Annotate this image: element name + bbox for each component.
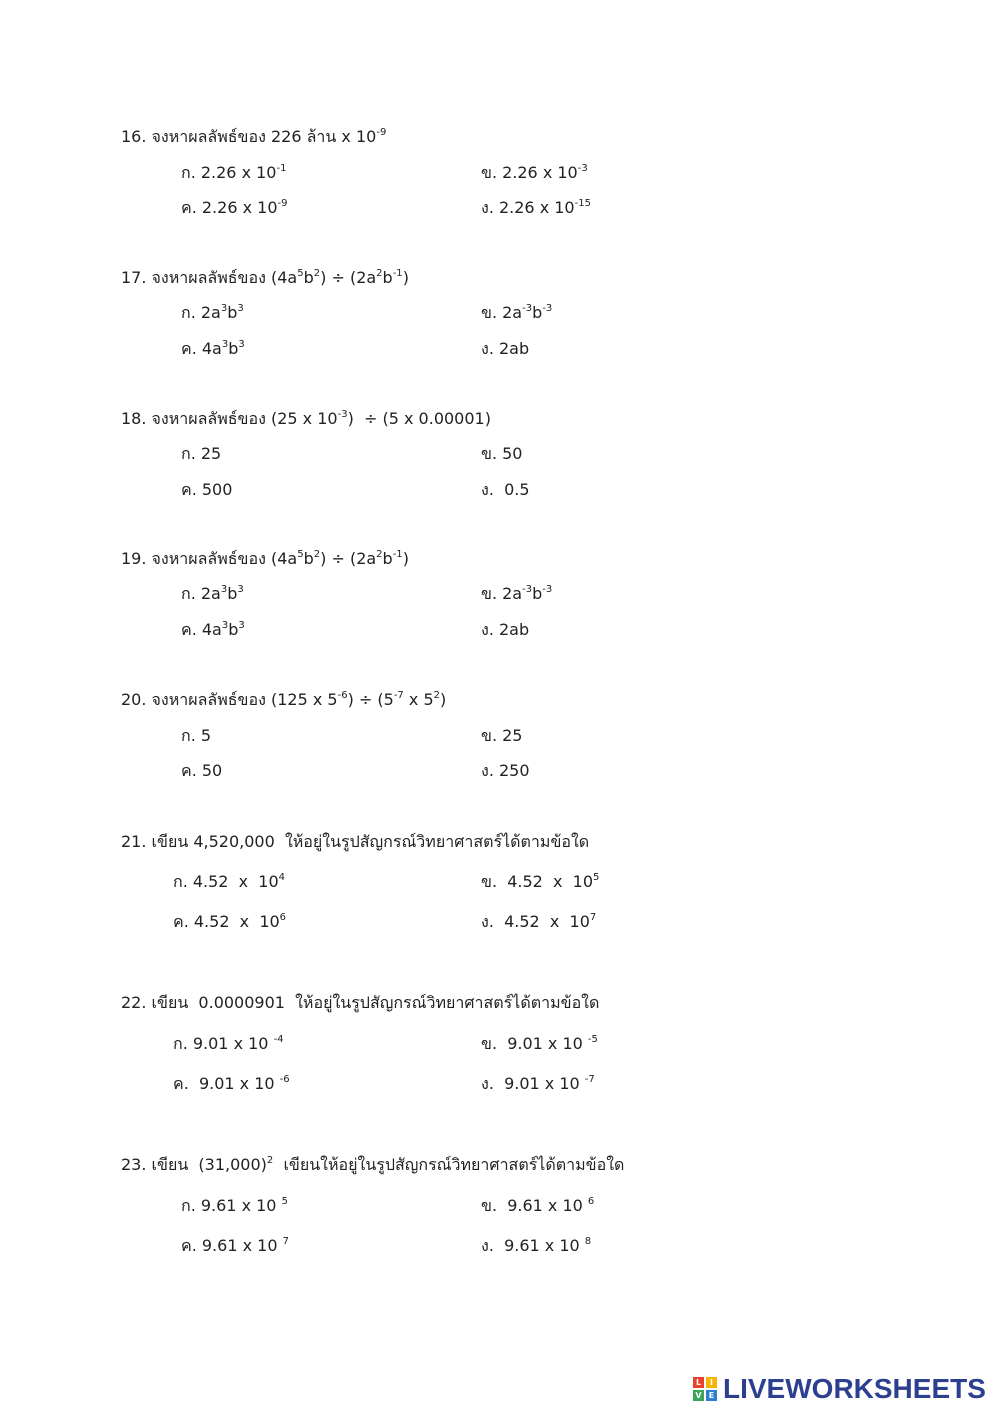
q20-option-d[interactable]: ง. 250 — [481, 761, 530, 780]
logo-text: LIVEWORKSHEETS — [723, 1373, 986, 1404]
q21-option-a[interactable]: ก. 4.52 x $10^4$ — [173, 872, 286, 891]
q19-option-a[interactable]: ก. $2a^3b^3$ — [181, 584, 244, 603]
q16-option-c[interactable]: ค. 2.26 x $10^{-9}$ — [181, 198, 288, 217]
question-21-stem: 21. เขียน 4,520,000 ให้อยู่ในรูปสัญกรณ์วิทยาศาสตร์ได้ตามข้อใด — [121, 832, 590, 851]
q18-option-c[interactable]: ค. 500 — [181, 480, 233, 499]
question-19-stem: 19. จงหาผลลัพธ์ของ $(4a^5b^2) \div (2a^2b^{-1})$ — [121, 549, 409, 568]
q18-option-a[interactable]: ก. 25 — [181, 444, 222, 463]
q20-option-c[interactable]: ค. 50 — [181, 761, 223, 780]
question-22-stem: 22. เขียน 0.0000901 ให้อยู่ในรูปสัญกรณ์วิทยาศาสตร์ได้ตามข้อใด — [121, 993, 600, 1012]
q22-option-b[interactable]: ข. 9.01 x 10 $^{-5}$ — [481, 1034, 598, 1053]
q21-option-d[interactable]: ง. 4.52 x $10^7$ — [481, 912, 597, 931]
q17-option-b[interactable]: ข. $2a^{-3}b^{-3}$ — [481, 303, 553, 322]
q16-option-a[interactable]: ก. 2.26 x $10^{-1}$ — [181, 163, 287, 182]
q16-option-b[interactable]: ข. 2.26 x $10^{-3}$ — [481, 163, 588, 182]
q20-option-b[interactable]: ข. 25 — [481, 726, 523, 745]
q23-option-d[interactable]: ง. 9.61 x 10 $^8$ — [481, 1236, 592, 1255]
q22-option-a[interactable]: ก. 9.01 x 10 $^{-4}$ — [173, 1034, 284, 1053]
q17-option-a[interactable]: ก. $2a^3b^3$ — [181, 303, 244, 322]
logo-mark-e: E — [706, 1390, 717, 1401]
q23-option-b[interactable]: ข. 9.61 x 10 $^6$ — [481, 1196, 595, 1215]
q17-option-c[interactable]: ค. $4a^3b^3$ — [181, 339, 245, 358]
q22-option-c[interactable]: ค. 9.01 x 10 $^{-6}$ — [173, 1074, 290, 1093]
q23-option-a[interactable]: ก. 9.61 x 10 $^5$ — [181, 1196, 288, 1215]
question-18-stem: 18. จงหาผลลัพธ์ของ (25 x $10^{-3}) \div (5$ x 0.00001) — [121, 409, 491, 428]
liveworksheets-mark-icon — [693, 1377, 717, 1401]
question-23-stem: 23. เขียน $(31,000)^2$ เขียนให้อยู่ในรูปสัญกรณ์วิทยาศาสตร์ได้ตามข้อใด — [121, 1155, 625, 1174]
question-20-stem: 20. จงหาผลลัพธ์ของ (125 x $5^{-6}) \div (5^{-7}$ x $5^2$) — [121, 690, 447, 709]
q19-option-c[interactable]: ค. $4a^3b^3$ — [181, 620, 245, 639]
q17-option-d[interactable]: ง. 2ab — [481, 339, 530, 358]
logo-mark-v: V — [693, 1390, 704, 1401]
q21-option-b[interactable]: ข. 4.52 x $10^5$ — [481, 872, 600, 891]
q19-option-d[interactable]: ง. 2ab — [481, 620, 530, 639]
liveworksheets-logo[interactable] — [693, 1374, 986, 1404]
q18-option-d[interactable]: ง. 0.5 — [481, 480, 530, 499]
logo-mark-i: I — [706, 1377, 717, 1388]
q22-option-d[interactable]: ง. 9.01 x 10 $^{-7}$ — [481, 1074, 595, 1093]
q19-option-b[interactable]: ข. $2a^{-3}b^{-3}$ — [481, 584, 553, 603]
q21-option-c[interactable]: ค. 4.52 x $10^6$ — [173, 912, 287, 931]
question-16-stem: 16. จงหาผลลัพธ์ของ 226 ล้าน x $10^{-9}$ — [121, 127, 387, 146]
question-17-stem: 17. จงหาผลลัพธ์ของ $(4a^5b^2) \div (2a^2b^{-1})$ — [121, 268, 409, 287]
q18-option-b[interactable]: ข. 50 — [481, 444, 523, 463]
q20-option-a[interactable]: ก. 5 — [181, 726, 212, 745]
q23-option-c[interactable]: ค. 9.61 x 10 $^7$ — [181, 1236, 289, 1255]
logo-mark-l: L — [693, 1377, 704, 1388]
q16-option-d[interactable]: ง. 2.26 x $10^{-15}$ — [481, 198, 591, 217]
